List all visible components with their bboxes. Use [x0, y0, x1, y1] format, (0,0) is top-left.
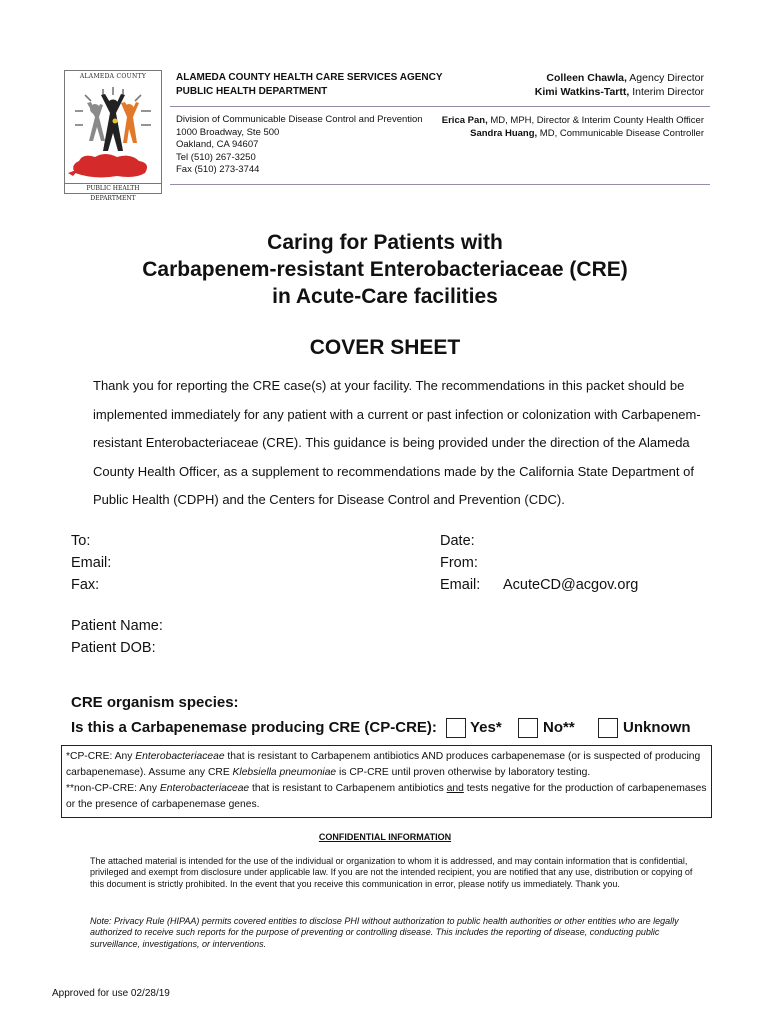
- confidential-notice: The attached material is intended for the use of the individual or organization to whom it is addressed, and may contain information that is confidential, privileged and exempt from disclosure under applicable law. If you are not the intended recipient, you are notified that any use, distribution or copying of this document is strictly prohibited. In the event that you receive this communication in error, please notify us immediately. Thank you.: [90, 856, 693, 889]
- sender-fields: [440, 530, 480, 596]
- cre-definitions-box: [61, 745, 712, 818]
- header-divider: [170, 106, 710, 107]
- health-department-logo: [64, 70, 162, 202]
- address-line: Oakland, CA 94607: [176, 139, 259, 151]
- patient-name-label: Patient Name:: [71, 618, 163, 634]
- unknown-option-label: Unknown: [623, 719, 691, 736]
- address-line: Fax (510) 273-3744: [176, 164, 260, 176]
- division-address: [176, 114, 423, 177]
- department-name: PUBLIC HEALTH DEPARTMENT: [176, 86, 328, 97]
- recipient-fields: [71, 530, 111, 596]
- email-label: Email:: [71, 555, 112, 571]
- document-title: Caring for Patients with Carbapenem-resistant Enterobacteriaceae (CRE) in Acute-Care facilities: [142, 231, 628, 308]
- sender-email-label: Email:: [440, 577, 481, 593]
- organism-species-label: CRE organism species:: [71, 694, 239, 711]
- address-line: Division of Communicable Disease Control and Prevention: [176, 114, 423, 125]
- confidential-heading: CONFIDENTIAL INFORMATION: [318, 832, 452, 842]
- sender-email-value: AcuteCD@acgov.org: [503, 577, 639, 593]
- cover-sheet-heading: COVER SHEET: [309, 336, 461, 359]
- directors: [535, 71, 704, 99]
- cp-cre-definition: *CP-CRE: Any Enterobacteriaceae that is resistant to Carbapenem antibiotics AND produces carbapenemase (or is suspected of producing carbapenemase). Assume any CRE Klebsiella pneumoniae is CP-CRE until proven otherwise by laboratory testing.: [66, 751, 701, 778]
- health-officer: Erica Pan, MD, MPH, Director & Interim County Health Officer: [441, 115, 704, 126]
- cp-cre-question: Is this a Carbapenemase producing CRE (CP-CRE):: [71, 719, 437, 736]
- logo-top-text: ALAMEDA COUNTY: [79, 73, 147, 80]
- interim-director: Kimi Watkins-Tartt, Interim Director: [534, 86, 704, 98]
- no-checkbox[interactable]: [518, 718, 538, 738]
- yes-option-label: Yes*: [470, 719, 502, 736]
- disease-controller: Sandra Huang, MD, Communicable Disease Controller: [470, 128, 704, 139]
- agency-name: ALAMEDA COUNTY HEALTH CARE SERVICES AGENCY: [176, 72, 443, 83]
- address-line: 1000 Broadway, Ste 500: [176, 126, 280, 138]
- health-officials: [442, 114, 704, 140]
- fax-label: Fax:: [71, 577, 100, 593]
- address-line: Tel (510) 267-3250: [176, 151, 256, 163]
- from-label: From:: [440, 555, 478, 571]
- to-label: To:: [71, 533, 91, 549]
- hipaa-note: Note: Privacy Rule (HIPAA) permits covered entities to disclose PHI without authorization to public health authorities or other entities who are legally authorized to receive such reports for the purpose of preventing or controlling disease. This includes the reporting of disease, conducting public surveillance, investigations, or interventions.: [90, 916, 679, 949]
- agency-director: Colleen Chawla, Agency Director: [546, 72, 704, 84]
- unknown-checkbox[interactable]: [598, 718, 618, 738]
- logo-bottom-text: PUBLIC HEALTH DEPARTMENT: [65, 183, 161, 193]
- agency-heading: [176, 71, 443, 99]
- no-option-label: No**: [543, 719, 575, 736]
- patient-dob-label: Patient DOB:: [71, 640, 156, 656]
- patient-fields: [71, 615, 163, 659]
- header-bottom-divider: [170, 184, 710, 185]
- approval-date: Approved for use 02/28/19: [52, 988, 170, 999]
- non-cp-cre-definition: **non-CP-CRE: Any Enterobacteriaceae that is resistant to Carbapenem antibiotics and tests negative for the production of carbapenemases or the presence of carbapenemase genes.: [66, 783, 707, 810]
- yes-checkbox[interactable]: [446, 718, 466, 738]
- people-figures-icon: [65, 81, 161, 183]
- date-label: Date:: [440, 533, 475, 549]
- intro-paragraph: Thank you for reporting the CRE case(s) at your facility. The recommendations in this packet should be implemented immediately for any patient with a current or past infection or colonization with Carbapenem-resistant Enterobacteriaceae (CRE). This guidance is being provided under the direction of the Alameda County Health Officer, as a supplement to recommendations made by the California State Department of Public Health (CDPH) and the Centers for Disease Control and Prevention (CDC).: [93, 378, 701, 507]
